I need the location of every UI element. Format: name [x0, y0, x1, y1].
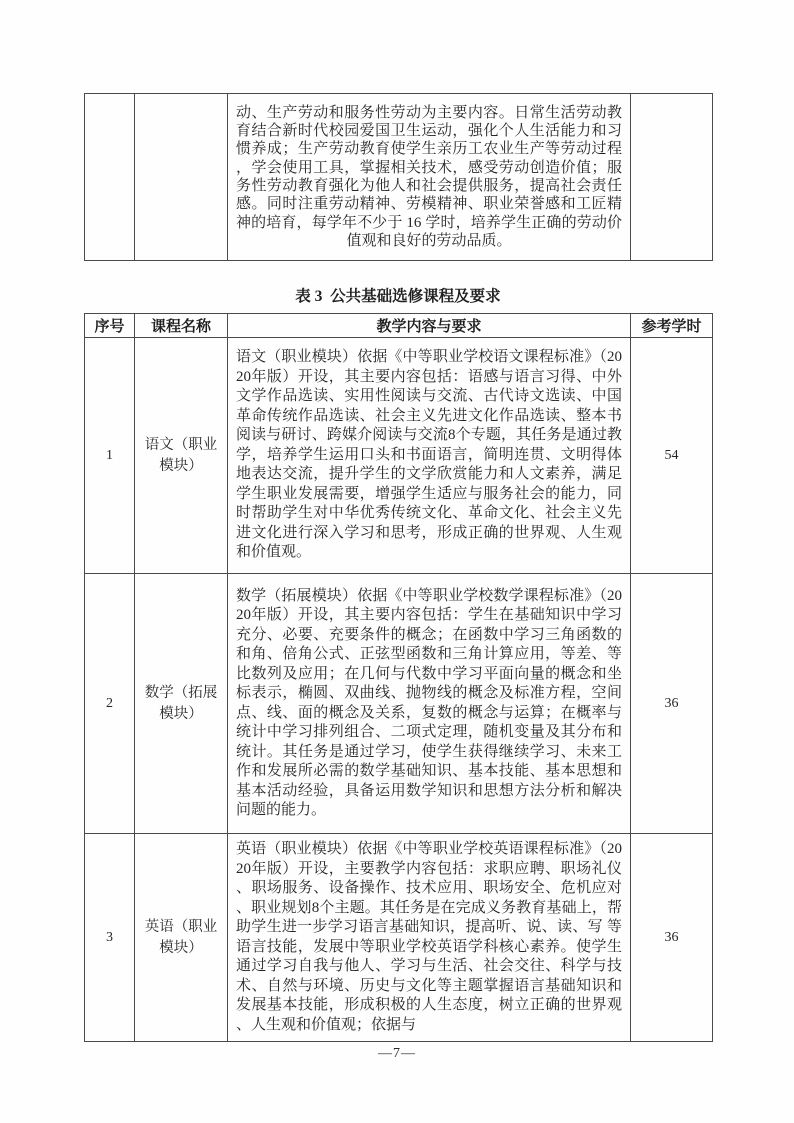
row3-hours: 36	[631, 834, 713, 1042]
table3	[84, 313, 713, 1042]
continuation-table	[84, 93, 713, 261]
row1-content: 语文（职业模块）依据《中等职业学校语文课程标准》（2020年版）开设，其主要内容包括：语感与语言习得、中外文学作品选读、实用性阅读与交流、古代诗文选读、中国革命传统作品选读、社会主义先进文化作品选读、整本书阅读与研讨、跨媒介阅读与交流8个专题，其任务是通过教学，培养学生运用口头和书面语言，简明连贯、文明得体地表达交流，提升学生的文学欣赏能力和人文素养，满足学生职业发展需要，增强学生适应与服务社会的能力，同时帮助学生对中华优秀传统文化、革命文化、社会主义先进文化进行深入学习和思考，形成正确的世界观、人生观和价值观。	[228, 338, 631, 574]
continuation-content-cell: 动、生产劳动和服务性劳动为主要内容。日常生活劳动教育结合新时代校园爱国卫生运动，强化个人生活能力和习惯养成；生产劳动教育使学生亲历工农业生产等劳动过程，学会使用工具，掌握相关技术，感受劳动创造价值；服务性劳动教育强化为他人和社会提供服务，提高社会责任感。同时注重劳动精神、劳模精神、职业荣誉感和工匠精神的培育，每学年不少于 16 学时，培养学生正确的劳动价值观和良好的劳动品质。	[228, 94, 631, 261]
continuation-no-cell	[85, 94, 135, 261]
table-row	[85, 834, 713, 1042]
continuation-hours-cell	[631, 94, 713, 261]
header-content: 教学内容与要求	[228, 314, 631, 338]
continuation-row	[85, 94, 713, 261]
row3-content: 英语（职业模块）依据《中等职业学校英语课程标准》（2020年版）开设，主要教学内容包括：求职应聘、职场礼仪、职场服务、设备操作、技术应用、职场安全、危机应对、职业规划8个主题。其任务是在完成义务教育基础上，帮助学生进一步学习语言基础知识，提高听、说、读、写 等语言技能，发展中等职业学校英语学科核心素养。使学生通过学习自我与他人、学习与生活、社会交往、科学与技术、自然与环境、历史与文化等主题掌握语言基础知识和发展基本技能，形成积极的人生态度，树立正确的世界观、人生观和价值观；依据与	[228, 834, 631, 1042]
row3-no: 3	[85, 834, 135, 1042]
row3-course: 英语（职业模块）	[135, 834, 228, 1042]
continuation-course-cell	[135, 94, 228, 261]
row1-no: 1	[85, 338, 135, 574]
row1-hours: 54	[631, 338, 713, 574]
row2-content: 数学（拓展模块）依据《中等职业学校数学课程标准》（2020年版）开设，其主要内容包括：学生在基础知识中学习充分、必要、充要条件的概念；在函数中学习三角函数的和角、倍角公式、正弦型函数和三角计算应用，等差、等比数列及应用；在几何与代数中学习平面向量的概念和坐标表示，椭圆、双曲线、抛物线的概念及标准方程，空间点、线、面的概念及关系，复数的概念与运算；在概率与统计中学习排列组合、二项式定理，随机变量及其分布和统计。其任务是通过学习，使学生获得继续学习、未来工作和发展所必需的数学基础知识、基本技能、基本思想和基本活动经验，具备运用数学知识和思想方法分析和解决问题的能力。	[228, 574, 631, 834]
table-row	[85, 574, 713, 834]
table3-title: 表 3 公共基础选修课程及要求	[295, 288, 501, 305]
header-no: 序号	[85, 314, 135, 338]
row2-no: 2	[85, 574, 135, 834]
row2-course: 数学（拓展模块）	[135, 574, 228, 834]
table3-header-row	[85, 314, 713, 338]
row2-hours: 36	[631, 574, 713, 834]
table-row	[85, 338, 713, 574]
row1-course: 语文（职业模块）	[135, 338, 228, 574]
header-hours: 参考学时	[631, 314, 713, 338]
page-number: —7—	[378, 1046, 416, 1061]
header-course: 课程名称	[135, 314, 228, 338]
